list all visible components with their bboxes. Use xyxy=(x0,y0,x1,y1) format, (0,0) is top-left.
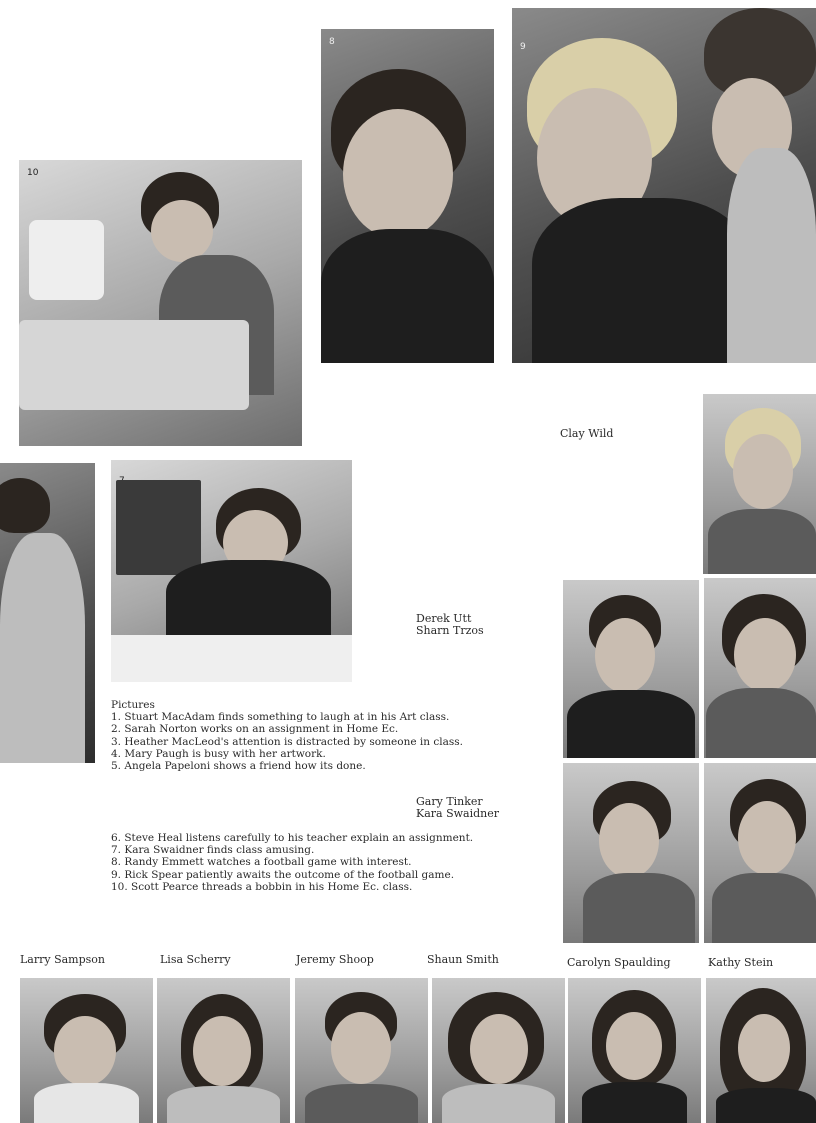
name-carolyn-spaulding: Carolyn Spaulding xyxy=(567,956,671,969)
portrait-shirt xyxy=(708,509,816,574)
caption-6: 6. Steve Heal listens carefully to his teacher explain an assignment. xyxy=(111,832,474,844)
portrait-shaun-smith xyxy=(432,978,565,1123)
portrait-sharn-trzos xyxy=(704,578,816,758)
caption-2: 2. Sarah Norton works on an assignment in Home Ec. xyxy=(111,723,399,736)
photo-8-jacket xyxy=(321,229,494,363)
caption-10: 10. Scott Pearce threads a bobbin in his Home Ec. class. xyxy=(111,880,413,893)
pictures-captions-1 xyxy=(111,699,463,772)
portrait-top xyxy=(706,688,816,758)
name-gary-tinker: Gary Tinker xyxy=(416,795,483,808)
photo-7 xyxy=(111,460,352,682)
portrait-carolyn-spaulding xyxy=(568,978,701,1123)
name-lisa-scherry: Lisa Scherry xyxy=(160,953,231,966)
portrait-face xyxy=(331,1012,391,1084)
portrait-shirt xyxy=(305,1084,418,1123)
photo-8 xyxy=(321,29,494,363)
pictures-heading: Pictures xyxy=(111,699,155,711)
portrait-face xyxy=(599,803,659,878)
portrait-lisa-scherry xyxy=(157,978,290,1123)
name-clay-wild: Clay Wild xyxy=(560,427,614,440)
portrait-face xyxy=(734,618,796,692)
name-jeremy-shoop: Jeremy Shoop xyxy=(296,953,374,966)
name-kathy-stein: Kathy Stein xyxy=(708,956,774,969)
portrait-face xyxy=(738,1014,790,1082)
name-sharn-trzos: Sharn Trzos xyxy=(416,624,484,637)
pictures-captions-2 xyxy=(111,832,473,893)
portrait-larry-sampson xyxy=(20,978,153,1123)
caption-8: 8. Randy Emmett watches a football game with interest. xyxy=(111,856,412,869)
photo-9-jacket xyxy=(532,198,752,363)
photo-8-face xyxy=(343,109,453,239)
caption-5: 5. Angela Papeloni shows a friend how its done. xyxy=(111,760,366,773)
photo-9 xyxy=(512,8,816,363)
name-derek-utt: Derek Utt xyxy=(416,612,472,625)
photo-9-side-body xyxy=(727,148,816,363)
portrait-kathy-stein xyxy=(706,978,816,1123)
portrait-jeremy-shoop xyxy=(295,978,428,1123)
portrait-top xyxy=(716,1088,816,1123)
caption-9: 9. Rick Spear patiently awaits the outcome of the football game. xyxy=(111,868,455,881)
portrait-face xyxy=(733,434,793,509)
photo-partial-left xyxy=(0,463,95,763)
caption-1: 1. Stuart MacAdam finds something to laugh at in his Art class. xyxy=(111,711,450,724)
photo-partial-hair xyxy=(0,478,50,533)
portrait-face xyxy=(606,1012,662,1080)
portrait-gary-tinker xyxy=(563,763,699,943)
name-larry-sampson: Larry Sampson xyxy=(20,953,106,966)
photo-7-bookshelf xyxy=(116,480,201,575)
portrait-face xyxy=(54,1016,116,1086)
photo-number-8: 8 xyxy=(329,37,335,47)
portrait-face xyxy=(738,801,796,875)
name-kara-swaidner: Kara Swaidner xyxy=(416,807,500,820)
photo-10-face xyxy=(151,200,213,262)
photo-10-sewing-machine xyxy=(29,220,104,300)
portrait-top xyxy=(712,873,816,943)
portrait-face xyxy=(470,1014,528,1084)
caption-7: 7. Kara Swaidner finds class amusing. xyxy=(111,844,315,857)
name-shaun-smith: Shaun Smith xyxy=(427,953,499,966)
portrait-face xyxy=(193,1016,251,1086)
portrait-clay-wild xyxy=(703,394,816,574)
portrait-sweater xyxy=(167,1086,280,1123)
photo-10 xyxy=(19,160,302,446)
portrait-sweater xyxy=(567,690,695,758)
caption-4: 4. Mary Paugh is busy with her artwork. xyxy=(111,747,326,760)
portrait-top xyxy=(582,1082,687,1123)
photo-7-vest xyxy=(166,560,331,640)
photo-7-desk xyxy=(111,635,352,682)
photo-10-fabric xyxy=(19,320,249,410)
portrait-derek-utt xyxy=(563,580,699,758)
portrait-face xyxy=(595,618,655,693)
portrait-kara-swaidner xyxy=(704,763,816,943)
portrait-sweater xyxy=(583,873,695,943)
portrait-sweater xyxy=(34,1083,139,1123)
photo-number-10: 10 xyxy=(27,168,39,178)
photo-number-9: 9 xyxy=(520,42,526,52)
portrait-shirt xyxy=(442,1084,555,1123)
photo-partial-body xyxy=(0,533,85,763)
caption-3: 3. Heather MacLeod's attention is distracted by someone in class. xyxy=(111,735,463,748)
